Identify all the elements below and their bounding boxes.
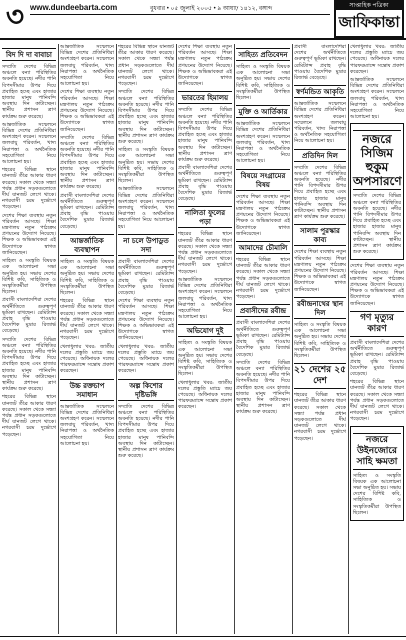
col2-text-3: সম্প্রতি দেশের বিভিন্ন অঞ্চলে বন্যা পরিস্থিতির অবনতি হয়েছে। নদীর পানি বিপদসীমার উপর দিয়ে প্রবাহিত হচ্ছে এবং হাজার হাজার মানুষ পানিবন্দি অবস্থায় দিন কাটাচ্ছেন। স্থানীয় প্রশাসন ত্রাণ কার্যক্রম শুরু করেছে। bbox=[60, 134, 114, 191]
col6-text-4: দেশের শিক্ষা ব্যবস্থায় নতুন পরিবর্তন আসছে। শিক্ষা মন্ত্রণালয় নতুন পাঠ্যক্রম প্রণয়নের উদ্যোগ নিয়েছে। শিক্ষক ও অভিভাবকরা এই উদ্যোগকে স্বাগত জানিয়েছেন। bbox=[294, 249, 346, 293]
col4-headline-b: নালিতা ফুলের পড়া bbox=[178, 206, 232, 228]
col5-text: সাহিত্য ও সংস্কৃতি বিষয়ক এক আলোচনা সভা অনুষ্ঠিত হয়। সভায় দেশের বিশিষ্ট কবি, সাহিত্যিক ও সংস্কৃতিকর্মীরা উপস্থিত ছিলেন। bbox=[236, 64, 290, 102]
col1-text-4: দেশের শিক্ষা ব্যবস্থায় নতুন পরিবর্তন আসছে। শিক্ষা মন্ত্রণালয় নতুন পাঠ্যক্রম প্রণয়নের উদ্যোগ নিয়েছে। শিক্ষক ও অভিভাবকরা এই উদ্যোগকে স্বাগত জানিয়েছেন। bbox=[2, 212, 56, 256]
col3-text-2: সম্প্রতি দেশের বিভিন্ন অঞ্চলে বন্যা পরিস্থিতির অবনতি হয়েছে। নদীর পানি বিপদসীমার উপর দিয়ে প্রবাহিত হচ্ছে এবং হাজার হাজার মানুষ পানিবন্দি অবস্থায় দিন কাটাচ্ছেন। স্থানীয় প্রশাসন ত্রাণ কার্যক্রম শুরু করেছে। bbox=[118, 89, 174, 146]
col1-text-5: সাহিত্য ও সংস্কৃতি বিষয়ক এক আলোচনা সভা অনুষ্ঠিত হয়। সভায় দেশের বিশিষ্ট কবি, সাহিত্যিক ও সংস্কৃতিকর্মীরা উপস্থিত ছিলেন। bbox=[2, 258, 56, 296]
col5-headline-a: সাহিত্য প্রতিবেদন bbox=[236, 48, 290, 61]
col5-headline-b: মুক্তি ও আর্তিকার bbox=[236, 105, 290, 118]
col2-text-2: দেশের শিক্ষা ব্যবস্থায় নতুন পরিবর্তন আসছে। শিক্ষা মন্ত্রণালয় নতুন পাঠ্যক্রম প্রণয়নের উদ্যোগ নিয়েছে। শিক্ষক ও অভিভাবকরা এই উদ্যোগকে স্বাগত জানিয়েছেন। bbox=[60, 89, 114, 133]
col7-text-5: শহরের বিভিন্ন স্থানে যানজট তীব্র আকার ধারণ করেছে। সকাল থেকে সন্ধ্যা পর্যন্ত প্রধান সড়কগুলোতে দীর্ঘ যানজট লেগে থাকে। নগরবাসী চরম দুর্ভোগে পড়েছেন। bbox=[350, 379, 404, 423]
col4-headline-c: অভিযোগ দুই bbox=[178, 324, 232, 337]
col6-text-6: শহরের বিভিন্ন স্থানে যানজট তীব্র আকার ধারণ করেছে। সকাল থেকে সন্ধ্যা পর্যন্ত প্রধান সড়কগুলোতে দীর্ঘ যানজট লেগে থাকে। নগরবাসী চরম দুর্ভোগে পড়েছেন। bbox=[294, 392, 346, 442]
col7-box-text-2: সাহিত্য ও সংস্কৃতি বিষয়ক এক আলোচনা সভা অনুষ্ঠিত হয়। সভায় দেশের বিশিষ্ট কবি, সাহিত্যিক ও সংস্কৃতিকর্মীরা উপস্থিত ছিলেন। bbox=[353, 472, 401, 516]
col7-headline-b: গণ মৃত্যুর কারণ bbox=[350, 311, 404, 337]
col1-text-6: প্রবাসী বাংলাদেশিরা দেশের অর্থনীতিতে গুরুত্বপূর্ণ ভূমিকা রাখছেন। রেমিট্যান্স প্রবাহ বৃদ্ধি পাওয়ায় বৈদেশিক মুদ্রার রিজার্ভ বেড়েছে। bbox=[2, 297, 56, 335]
col3-bottom-headline: অল্প কিশোর দৃষ্টিভঙ্গি bbox=[118, 379, 174, 401]
col4-text-6: সাহিত্য ও সংস্কৃতি বিষয়ক এক আলোচনা সভা অনুষ্ঠিত হয়। সভায় দেশের বিশিষ্ট কবি, সাহিত্যিক ও সংস্কৃতিকর্মীরা উপস্থিত ছিলেন। bbox=[178, 340, 232, 378]
column-6 bbox=[294, 44, 346, 634]
col1-headline: বিদ দি দা বাবাচা bbox=[2, 48, 56, 61]
bottom-rule bbox=[0, 636, 406, 637]
dateline: বুধবার • ০৫ জুলাই ২০০৫ • ৯ আষাঢ় ১৪১২, বঙ্গাব্দ bbox=[150, 6, 273, 12]
col1-text-3: শহরের বিভিন্ন স্থানে যানজট তীব্র আকার ধারণ করেছে। সকাল থেকে সন্ধ্যা পর্যন্ত প্রধান সড়কগুলোতে দীর্ঘ যানজট লেগে থাকে। নগরবাসী চরম দুর্ভোগে পড়েছেন। bbox=[2, 167, 56, 211]
col7-text-3: দেশের শিক্ষা ব্যবস্থায় নতুন পরিবর্তন আসছে। শিক্ষা মন্ত্রণালয় নতুন পাঠ্যক্রম প্রণয়নের উদ্যোগ নিয়েছে। শিক্ষক ও অভিভাবকরা এই উদ্যোগকে স্বাগত জানিয়েছেন। bbox=[350, 263, 404, 307]
col5-headline-c: বিষয়ে সংগ্রামের বিষয় bbox=[236, 169, 290, 191]
col4-text-4: শহরের বিভিন্ন স্থানে যানজট তীব্র আকার ধারণ করেছে। সকাল থেকে সন্ধ্যা পর্যন্ত প্রধান সড়কগুলোতে দীর্ঘ যানজট লেগে থাকে। নগরবাসী চরম দুর্ভোগে পড়েছেন। bbox=[178, 231, 232, 275]
col4-headline-a: ভারতের হিমালয় bbox=[178, 91, 232, 104]
col1-text-8: শহরের বিভিন্ন স্থানে যানজট তীব্র আকার ধারণ করেছে। সকাল থেকে সন্ধ্যা পর্যন্ত প্রধান সড়কগুলোতে দীর্ঘ যানজট লেগে থাকে। নগরবাসী চরম দুর্ভোগে পড়েছেন। bbox=[2, 394, 56, 438]
col5-text-6: সম্প্রতি দেশের বিভিন্ন অঞ্চলে বন্যা পরিস্থিতির অবনতি হয়েছে। নদীর পানি বিপদসীমার উপর দিয়ে প্রবাহিত হচ্ছে এবং হাজার হাজার মানুষ পানিবন্দি অবস্থায় দিন কাটাচ্ছেন। স্থানীয় প্রশাসন ত্রাণ কার্যক্রম শুরু করেছে। bbox=[236, 359, 290, 416]
col7-text-4: প্রবাসী বাংলাদেশিরা দেশের অর্থনীতিতে গুরুত্বপূর্ণ ভূমিকা রাখছেন। রেমিট্যান্স প্রবাহ বৃদ্ধি পাওয়ায় বৈদেশিক মুদ্রার রিজার্ভ বেড়েছে। bbox=[350, 339, 404, 377]
column-3 bbox=[118, 44, 174, 634]
col1-text-7: সম্প্রতি দেশের বিভিন্ন অঞ্চলে বন্যা পরিস্থিতির অবনতি হয়েছে। নদীর পানি বিপদসীমার উপর দিয়ে প্রবাহিত হচ্ছে এবং হাজার হাজার মানুষ পানিবন্দি অবস্থায় দিন কাটাচ্ছেন। স্থানীয় প্রশাসন ত্রাণ কার্যক্রম শুরু করেছে। bbox=[2, 336, 56, 393]
col6-text: প্রবাসী বাংলাদেশিরা দেশের অর্থনীতিতে গুরুত্বপূর্ণ ভূমিকা রাখছেন। রেমিট্যান্স প্রবাহ বৃদ্ধি পাওয়ায় বৈদেশিক মুদ্রার রিজার্ভ বেড়েছে। bbox=[294, 44, 346, 82]
col6-headline-b: প্রতিদিন দিল bbox=[294, 149, 346, 162]
col2-text-7: খেলাধুলার খবর: জাতীয় দলের প্রস্তুতি ম্যাচে জয় পেয়েছে। অধিনায়ক দলের পারফরম্যান্সে সন্তোষ প্রকাশ করেছেন। bbox=[60, 343, 114, 375]
col4-text-2: সম্প্রতি দেশের বিভিন্ন অঞ্চলে বন্যা পরিস্থিতির অবনতি হয়েছে। নদীর পানি বিপদসীমার উপর দিয়ে প্রবাহিত হচ্ছে এবং হাজার হাজার মানুষ পানিবন্দি অবস্থায় দিন কাটাচ্ছেন। স্থানীয় প্রশাসন ত্রাণ কার্যক্রম শুরু করেছে। bbox=[178, 107, 232, 164]
col7-text: খেলাধুলার খবর: জাতীয় দলের প্রস্তুতি ম্যাচে জয় পেয়েছে। অধিনায়ক দলের পারফরম্যান্সে সন্তোষ প্রকাশ করেছেন। bbox=[350, 44, 404, 75]
col1-text: সম্প্রতি দেশের বিভিন্ন অঞ্চলে বন্যা পরিস্থিতির অবনতি হয়েছে। নদীর পানি বিপদসীমার উপর দিয়ে প্রবাহিত হচ্ছে এবং হাজার হাজার মানুষ পানিবন্দি অবস্থায় দিন কাটাচ্ছেন। স্থানীয় প্রশাসন ত্রাণ কার্যক্রম শুরু করেছে। bbox=[2, 64, 56, 120]
col2-text-5: সাহিত্য ও সংস্কৃতি বিষয়ক এক আলোচনা সভা অনুষ্ঠিত হয়। সভায় দেশের বিশিষ্ট কবি, সাহিত্যিক ও সংস্কৃতিকর্মীরা উপস্থিত ছিলেন। bbox=[60, 258, 114, 296]
col3-text: শহরের বিভিন্ন স্থানে যানজট তীব্র আকার ধারণ করেছে। সকাল থেকে সন্ধ্যা পর্যন্ত প্রধান সড়কগুলোতে দীর্ঘ যানজট লেগে থাকে। নগরবাসী চরম দুর্ভোগে পড়েছেন। bbox=[118, 44, 174, 88]
masthead-tag: সাপ্তাহিক পত্রিকা bbox=[336, 2, 402, 10]
col7-headline-a: নজরে সিজিম হুকুম অপসারণে bbox=[353, 132, 402, 189]
col7-feature-box-b bbox=[350, 426, 404, 521]
col5-text-2: আন্তর্জাতিক সম্মেলনে বিভিন্ন দেশের প্রতিনিধিরা অংশগ্রহণ করেন। সম্মেলনে জলবায়ু পরিবর্তন, খাদ্য নিরাপত্তা ও অর্থনৈতিক সহযোগিতা নিয়ে আলোচনা হয়। bbox=[236, 121, 290, 165]
col4-text-7: খেলাধুলার খবর: জাতীয় দলের প্রস্তুতি ম্যাচে জয় পেয়েছে। অধিনায়ক দলের পারফরম্যান্সে সন্তোষ প্রকাশ করেছেন। bbox=[178, 379, 232, 411]
col2-bottom-headline: উচ্চ রক্তচাপ সমাধান bbox=[60, 379, 114, 401]
col4-text-5: আন্তর্জাতিক সম্মেলনে বিভিন্ন দেশের প্রতিনিধিরা অংশগ্রহণ করেন। সম্মেলনে জলবায়ু পরিবর্তন, খাদ্য নিরাপত্তা ও অর্থনৈতিক সহযোগিতা নিয়ে আলোচনা হয়। bbox=[178, 276, 232, 321]
col6-headline-c: সালাম পুরস্কার কাব্য bbox=[294, 224, 346, 246]
col3-text-6: দেশের শিক্ষা ব্যবস্থায় নতুন পরিবর্তন আসছে। শিক্ষা মন্ত্রণালয় নতুন পাঠ্যক্রম প্রণয়নের উদ্যোগ নিয়েছে। শিক্ষক ও অভিভাবকরা এই উদ্যোগকে স্বাগত জানিয়েছেন। bbox=[118, 298, 174, 342]
col6-text-5: সাহিত্য ও সংস্কৃতি বিষয়ক এক আলোচনা সভা অনুষ্ঠিত হয়। সভায় দেশের বিশিষ্ট কবি, সাহিত্যিক ও সংস্কৃতিকর্মীরা উপস্থিত ছিলেন। bbox=[294, 321, 346, 359]
col5-text-5: প্রবাসী বাংলাদেশিরা দেশের অর্থনীতিতে গুরুত্বপূর্ণ ভূমিকা রাখছেন। রেমিট্যান্স প্রবাহ বৃদ্ধি পাওয়ায় বৈদেশিক মুদ্রার রিজার্ভ বেড়েছে। bbox=[236, 320, 290, 358]
col7-text-2: আন্তর্জাতিক সম্মেলনে বিভিন্ন দেশের প্রতিনিধিরা অংশগ্রহণ করেন। সম্মেলনে জলবায়ু পরিবর্তন, খাদ্য নিরাপত্তা ও অর্থনৈতিক সহযোগিতা নিয়ে আলোচনা হয়। bbox=[350, 77, 404, 121]
column-divider bbox=[176, 44, 177, 634]
col2-text-8: আন্তর্জাতিক সম্মেলনে বিভিন্ন দেশের প্রতিনিধিরা অংশগ্রহণ করেন। সম্মেলনে জলবায়ু পরিবর্তন, খাদ্য নিরাপত্তা ও অর্থনৈতিক সহযোগিতা নিয়ে আলোচনা হয়। bbox=[60, 403, 114, 447]
col3-text-4: আন্তর্জাতিক সম্মেলনে বিভিন্ন দেশের প্রতিনিধিরা অংশগ্রহণ করেন। সম্মেলনে জলবায়ু পরিবর্তন, খাদ্য নিরাপত্তা ও অর্থনৈতিক সহযোগিতা নিয়ে আলোচনা হয়। bbox=[118, 186, 174, 230]
col6-headline-e: ২১ দেশের ২৫ দেশ bbox=[294, 363, 346, 389]
col2-headline: আন্তর্জাতিক ব্যবস্থাপন bbox=[60, 234, 114, 256]
column-4 bbox=[178, 44, 232, 634]
col6-text-3: সম্প্রতি দেশের বিভিন্ন অঞ্চলে বন্যা পরিস্থিতির অবনতি হয়েছে। নদীর পানি বিপদসীমার উপর দিয়ে প্রবাহিত হচ্ছে এবং হাজার হাজার মানুষ পানিবন্দি অবস্থায় দিন কাটাচ্ছেন। স্থানীয় প্রশাসন ত্রাণ কার্যক্রম শুরু করেছে। bbox=[294, 164, 346, 221]
column-2 bbox=[60, 44, 114, 634]
col3-headline: না চলে উপাডুত সদা bbox=[118, 234, 174, 256]
column-divider bbox=[116, 44, 117, 634]
column-1 bbox=[2, 44, 56, 634]
page-number: ৩ bbox=[5, 0, 25, 33]
page-header bbox=[0, 0, 406, 40]
masthead bbox=[334, 0, 404, 38]
col5-headline-d: আমাদের চৌমালি bbox=[236, 241, 290, 254]
col5-text-3: দেশের শিক্ষা ব্যবস্থায় নতুন পরিবর্তন আসছে। শিক্ষা মন্ত্রণালয় নতুন পাঠ্যক্রম প্রণয়নের উদ্যোগ নিয়েছে। শিক্ষক ও অভিভাবকরা এই উদ্যোগকে স্বাগত জানিয়েছেন। bbox=[236, 193, 290, 237]
col6-headline-a: স্বর্ণমন্ডিত আকৃতি bbox=[294, 85, 346, 98]
column-divider bbox=[292, 44, 293, 634]
col6-text-2: আন্তর্জাতিক সম্মেলনে বিভিন্ন দেশের প্রতিনিধিরা অংশগ্রহণ করেন। সম্মেলনে জলবায়ু পরিবর্তন, খাদ্য নিরাপত্তা ও অর্থনৈতিক সহযোগিতা নিয়ে আলোচনা হয়। bbox=[294, 101, 346, 145]
col1-text-2: আন্তর্জাতিক সম্মেলনে বিভিন্ন দেশের প্রতিনিধিরা অংশগ্রহণ করেন। সম্মেলনে জলবায়ু পরিবর্তন, খাদ্য নিরাপত্তা ও অর্থনৈতিক সহযোগিতা নিয়ে আলোচনা হয়। bbox=[2, 121, 56, 166]
col7-headline-c: নজরে উইনজোরে সাহি ক্ষমতা bbox=[353, 433, 401, 470]
col4-text-3: প্রবাসী বাংলাদেশিরা দেশের অর্থনীতিতে গুরুত্বপূর্ণ ভূমিকা রাখছেন। রেমিট্যান্স প্রবাহ বৃদ্ধি পাওয়ায় বৈদেশিক মুদ্রার রিজার্ভ বেড়েছে। bbox=[178, 165, 232, 203]
col3-text-5: প্রবাসী বাংলাদেশিরা দেশের অর্থনীতিতে গুরুত্বপূর্ণ ভূমিকা রাখছেন। রেমিট্যান্স প্রবাহ বৃদ্ধি পাওয়ায় বৈদেশিক মুদ্রার রিজার্ভ বেড়েছে। bbox=[118, 258, 174, 296]
column-7 bbox=[350, 44, 404, 634]
col5-headline-e: প্রবাসীদের রবীন্দ্র bbox=[236, 304, 290, 317]
col3-text-7: খেলাধুলার খবর: জাতীয় দলের প্রস্তুতি ম্যাচে জয় পেয়েছে। অধিনায়ক দলের পারফরম্যান্সে সন্তোষ প্রকাশ করেছেন। bbox=[118, 343, 174, 375]
website-url: www.dundeebarta.com bbox=[30, 3, 118, 12]
col2-text-4: প্রবাসী বাংলাদেশিরা দেশের অর্থনীতিতে গুরুত্বপূর্ণ ভূমিকা রাখছেন। রেমিট্যান্স প্রবাহ বৃদ্ধি পাওয়ায় বৈদেশিক মুদ্রার রিজার্ভ বেড়েছে। bbox=[60, 192, 114, 230]
col3-text-3: সাহিত্য ও সংস্কৃতি বিষয়ক এক আলোচনা সভা অনুষ্ঠিত হয়। সভায় দেশের বিশিষ্ট কবি, সাহিত্যিক ও সংস্কৃতিকর্মীরা উপস্থিত ছিলেন। bbox=[118, 147, 174, 185]
col2-text: আন্তর্জাতিক সম্মেলনে বিভিন্ন দেশের প্রতিনিধিরা অংশগ্রহণ করেন। সম্মেলনে জলবায়ু পরিবর্তন, খাদ্য নিরাপত্তা ও অর্থনৈতিক সহযোগিতা নিয়ে আলোচনা হয়। bbox=[60, 44, 114, 88]
column-divider bbox=[234, 44, 235, 634]
col4-text: দেশের শিক্ষা ব্যবস্থায় নতুন পরিবর্তন আসছে। শিক্ষা মন্ত্রণালয় নতুন পাঠ্যক্রম প্রণয়নের উদ্যোগ নিয়েছে। শিক্ষক ও অভিভাবকরা এই উদ্যোগকে স্বাগত জানিয়েছেন। bbox=[178, 44, 232, 88]
header-rule bbox=[30, 14, 330, 15]
column-5 bbox=[236, 44, 290, 634]
col7-feature-box-a bbox=[350, 123, 404, 260]
col6-headline-d: রবীন্দ্রনাথের স্থান দিল bbox=[294, 297, 346, 319]
column-divider bbox=[58, 44, 59, 634]
col7-box-text: সম্প্রতি দেশের বিভিন্ন অঞ্চলে বন্যা পরিস্থিতির অবনতি হয়েছে। নদীর পানি বিপদসীমার উপর দিয়ে প্রবাহিত হচ্ছে এবং হাজার হাজার মানুষ পানিবন্দি অবস্থায় দিন কাটাচ্ছেন। স্থানীয় প্রশাসন ত্রাণ কার্যক্রম শুরু করেছে। bbox=[353, 193, 401, 256]
col5-text-4: শহরের বিভিন্ন স্থানে যানজট তীব্র আকার ধারণ করেছে। সকাল থেকে সন্ধ্যা পর্যন্ত প্রধান সড়কগুলোতে দীর্ঘ যানজট লেগে থাকে। নগরবাসী চরম দুর্ভোগে পড়েছেন। bbox=[236, 257, 290, 301]
col3-text-8: সম্প্রতি দেশের বিভিন্ন অঞ্চলে বন্যা পরিস্থিতির অবনতি হয়েছে। নদীর পানি বিপদসীমার উপর দিয়ে প্রবাহিত হচ্ছে এবং হাজার হাজার মানুষ পানিবন্দি অবস্থায় দিন কাটাচ্ছেন। স্থানীয় প্রশাসন ত্রাণ কার্যক্রম শুরু করেছে। bbox=[118, 403, 174, 460]
masthead-logo: জাফিকান্তা bbox=[338, 13, 400, 31]
col2-text-6: শহরের বিভিন্ন স্থানে যানজট তীব্র আকার ধারণ করেছে। সকাল থেকে সন্ধ্যা পর্যন্ত প্রধান সড়কগুলোতে দীর্ঘ যানজট লেগে থাকে। নগরবাসী চরম দুর্ভোগে পড়েছেন। bbox=[60, 298, 114, 342]
column-divider bbox=[348, 44, 349, 634]
